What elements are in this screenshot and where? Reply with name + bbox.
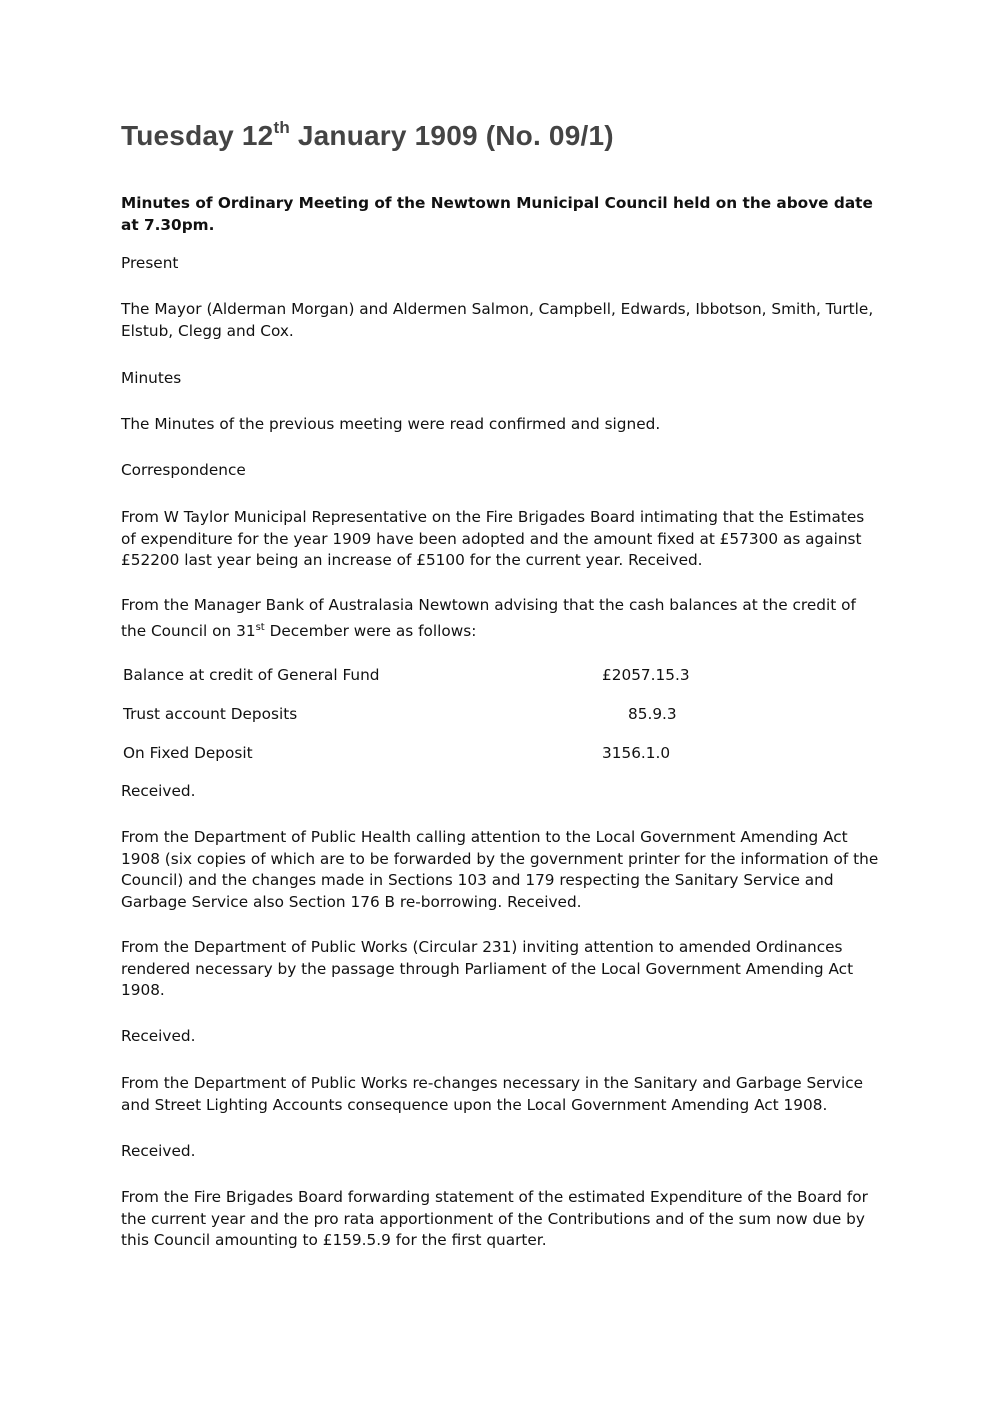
public-works-circular-paragraph: From the Department of Public Works (Circular 231) inviting attention to amended Ordinances rendered necessary by the passage through Parliament of the Local Government Amending Act 1908. xyxy=(121,938,854,999)
bank-received: Received. xyxy=(121,782,196,800)
fire-brigades-statement-paragraph: From the Fire Brigades Board forwarding statement of the estimated Expenditure of the Board for the current year and the pro rata apportionment of the Contributions and of the sum now due by this Council amounting to £159.5.9 for the first quarter. xyxy=(121,1188,868,1249)
present-heading: Present xyxy=(121,254,179,272)
title-rest: January 1909 (No. 09/1) xyxy=(289,120,614,151)
meeting-subtitle: Minutes of Ordinary Meeting of the Newtown Municipal Council held on the above date at 7.30pm. xyxy=(121,194,873,234)
public-works-circular-received: Received. xyxy=(121,1027,196,1045)
public-health-paragraph: From the Department of Public Health calling attention to the Local Government Amending Act 1908 (six copies of which are to be forwarded by the government printer for the information of the Council) and the changes made in Sections 103 and 179 respecting the Sanitary Service and Garbage Service also Section 176 B re-borrowing. Received. xyxy=(121,828,879,911)
bank-balances-intro: From the Manager Bank of Australasia Newtown advising that the cash balances at the credit of the Council on 31st December were as follows: xyxy=(121,596,856,640)
minutes-heading: Minutes xyxy=(121,369,182,387)
title-ordinal-suffix: th xyxy=(273,118,290,137)
public-works-changes-paragraph: From the Department of Public Works re-changes necessary in the Sanitary and Garbage Service and Street Lighting Accounts consequence upon the Local Government Amending Act 1908. xyxy=(121,1074,864,1114)
balance-label: On Fixed Deposit xyxy=(123,744,253,762)
balance-amount: £2057.15.3 xyxy=(602,666,690,684)
fire-brigades-estimates-paragraph: From W Taylor Municipal Representative on the Fire Brigades Board intimating that the Estimates of expenditure for the year 1909 have been adopted and the amount fixed at £57300 as against £52200 last year being an increase of £5100 for the current year. Received. xyxy=(121,508,865,569)
page-title xyxy=(121,118,614,152)
public-works-changes-received: Received. xyxy=(121,1142,196,1160)
balance-label: Trust account Deposits xyxy=(123,705,298,723)
present-text: The Mayor (Alderman Morgan) and Aldermen Salmon, Campbell, Edwards, Ibbotson, Smith, Turtle, Elstub, Clegg and Cox. xyxy=(121,300,874,340)
balance-amount: 85.9.3 xyxy=(628,705,677,723)
balance-label: Balance at credit of General Fund xyxy=(123,666,380,684)
balance-amount: 3156.1.0 xyxy=(602,744,671,762)
correspondence-heading: Correspondence xyxy=(121,461,246,479)
minutes-text: The Minutes of the previous meeting were read confirmed and signed. xyxy=(121,415,661,433)
title-date: Tuesday 12 xyxy=(121,120,274,151)
